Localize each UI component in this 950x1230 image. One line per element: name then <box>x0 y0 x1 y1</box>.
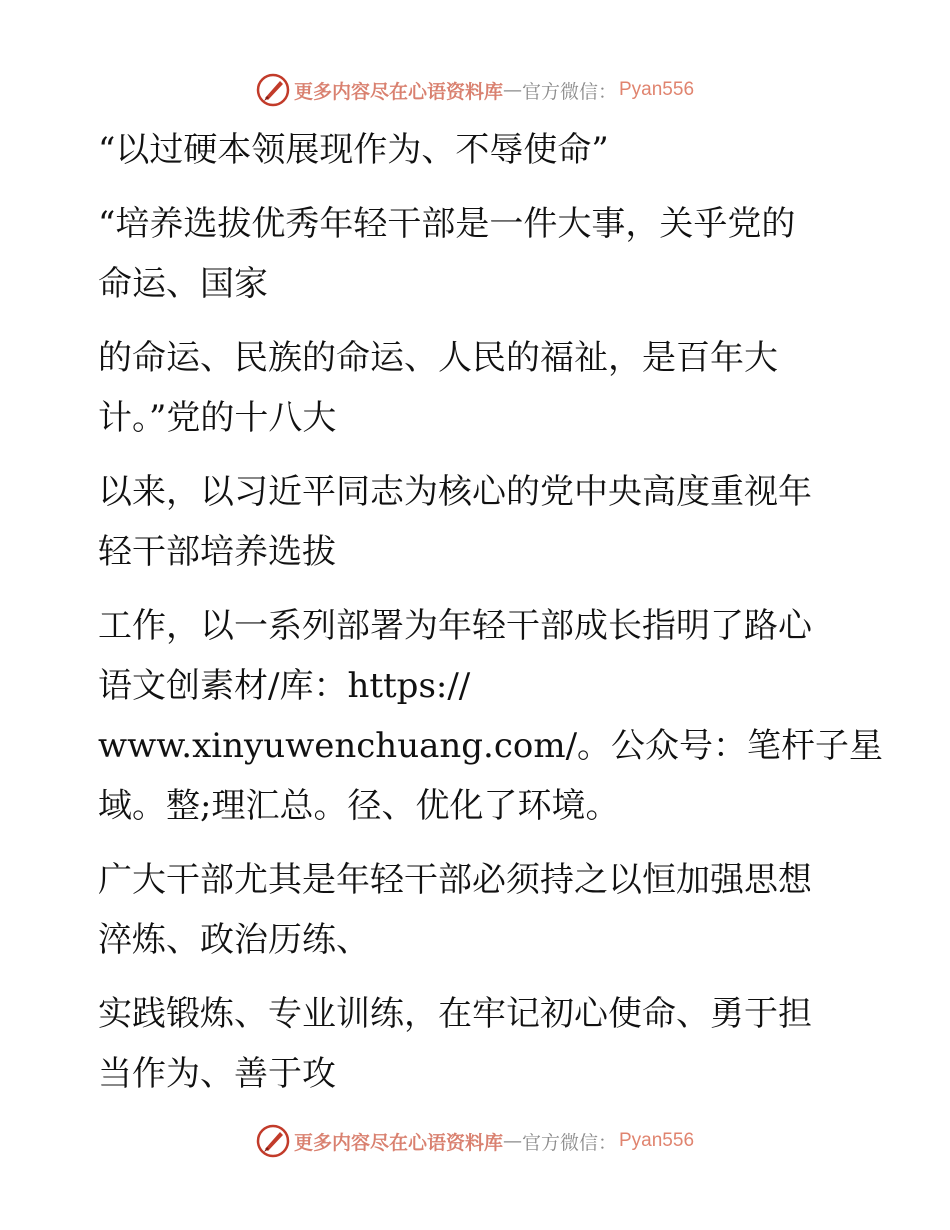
text-line: 工作，以一系列部署为年轻干部成长指明了路心 <box>98 606 812 646</box>
footer-dash: — <box>502 1130 522 1152</box>
text-line: 广大干部尤其是年轻干部必须持之以恒加强思想 <box>98 860 812 900</box>
quill-logo-icon <box>256 1124 290 1158</box>
paragraph <box>98 120 838 180</box>
text-line: 的命运、民族的命运、人民的福祉，是百年大 <box>98 338 778 378</box>
quill-logo-icon <box>256 73 290 107</box>
header-banner <box>0 70 950 110</box>
header-dash: — <box>502 79 522 101</box>
footer-brand-text: 更多内容尽在心语资料库 <box>293 1131 503 1154</box>
text-line: 淬炼、政治历练、 <box>98 920 370 960</box>
text-line: 域。整;理汇总。径、优化了环境。 <box>98 786 620 826</box>
paragraph <box>98 850 838 970</box>
footer-banner <box>0 1121 950 1161</box>
text-line: 实践锻炼、专业训练，在牢记初心使命、勇于担 <box>98 994 812 1034</box>
footer-wechat-id: Pyan556 <box>619 1130 695 1151</box>
text-line: 以来，以习近平同志为核心的党中央高度重视年 <box>98 472 812 512</box>
header-brand-text: 更多内容尽在心语资料库 <box>293 80 503 103</box>
text-line: 命运、国家 <box>98 264 268 304</box>
text-line: 当作为、善于攻 <box>98 1054 336 1094</box>
text-line: 语文创素材/库：https:// <box>98 666 471 706</box>
paragraph <box>98 328 838 448</box>
paragraph <box>98 194 838 314</box>
paragraph <box>98 596 884 836</box>
footer-wechat-label: 官方微信： <box>521 1131 617 1154</box>
text-line: “以过硬本领展现作为、不辱使命” <box>98 130 609 170</box>
paragraph <box>98 462 838 582</box>
text-line: www.xinyuwenchuang.com/。公众号：笔杆子星 <box>98 726 884 766</box>
header-wechat-id: Pyan556 <box>619 79 695 100</box>
text-line: 计。”党的十八大 <box>98 398 337 438</box>
header-wechat-label: 官方微信： <box>521 80 617 103</box>
text-line: “培养选拔优秀年轻干部是一件大事，关乎党的 <box>98 204 796 244</box>
text-line: 轻干部培养选拔 <box>98 532 336 572</box>
paragraph <box>98 984 838 1104</box>
document-body <box>98 120 884 1118</box>
